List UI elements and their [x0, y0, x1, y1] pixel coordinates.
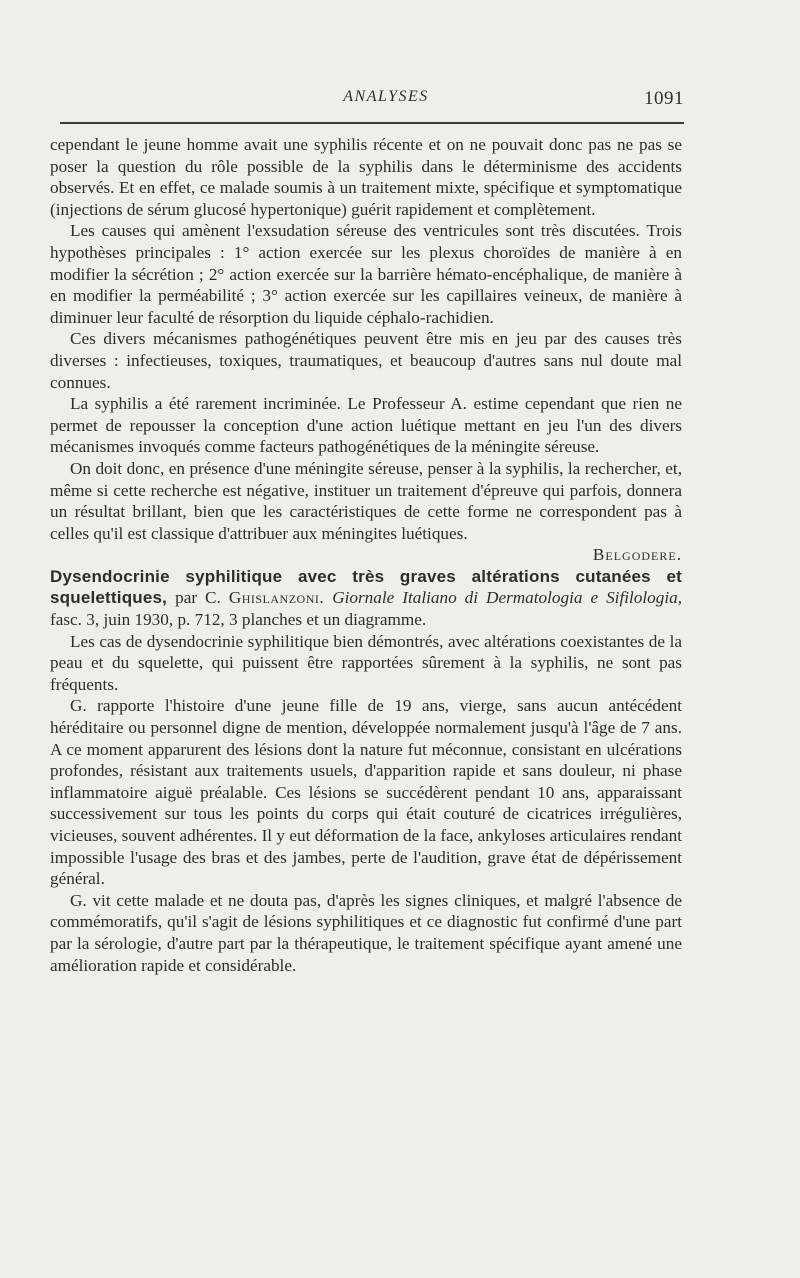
article-by: par C. [175, 588, 221, 608]
page-number: 1091 [644, 88, 684, 109]
page-header [50, 80, 682, 112]
journal-page [50, 80, 682, 976]
header-rule [60, 122, 684, 124]
author-signature: Belgodere. [592, 545, 682, 565]
article-journal: Giornale Italiano di Dermatologia e Sifilologia, [332, 588, 682, 608]
running-head: ANALYSES [343, 88, 429, 105]
paragraph: Les causes qui amènent l'exsudation séreuse des ventricules sont très discutées. Trois hypothèses principales : 1° action exercée sur les plexus choroïdes de manière à en modifier la sécrétion ; 2° action exercée sur la barrière hémato-encéphalique, de manière à en modifier la perméabilité ; 3° action exercée sur les capillaires veineux, de manière à diminuer leur faculté de résorption du liquide céphalo-rachidien. [50, 221, 682, 327]
article-reference: fasc. 3, juin 1930, p. 712, 3 planches et un diagramme. [50, 610, 427, 630]
article-heading [50, 566, 682, 631]
article-author: Ghislanzoni. [228, 588, 325, 608]
paragraph: cependant le jeune homme avait une syphilis récente et on ne pouvait donc pas ne pas se poser la question du rôle possible de la syphilis dans le déterminisme des accidents observés. Et en effet, ce malade soumis à un traitement mixte, spécifique et symptomatique (injections de sérum glucosé hypertonique) guérit rapidement et complètement. [50, 135, 682, 219]
paragraph: Les cas de dysendocrinie syphilitique bien démontrés, avec altérations coexistantes de la peau et du squelette, qui puissent être rapportées sûrement à la syphilis, ne sont pas fréquents. [50, 631, 682, 694]
paragraph: La syphilis a été rarement incriminée. Le Professeur A. estime cependant que rien ne permet de repousser la conception d'une action luétique mettant en jeu l'un des divers mécanismes invoqués comme facteurs pathogénétiques de la méningite séreuse. [50, 394, 682, 457]
paragraph: G. rapporte l'histoire d'une jeune fille de 19 ans, vierge, sans aucun antécédent héréditaire ou personnel digne de mention, développée normalement jusqu'à l'âge de 7 ans. A ce moment apparurent des lésions dont la nature fut méconnue, consistant en ulcérations profondes, résistant aux traitements usuels, d'apparition rapide et sans douleur, ni phase inflammatoire aiguë préalable. Ces lésions se succédèrent pendant 10 ans, apparaissant successivement sur tous les points du corps qui était couturé de cicatrices irrégulières, vicieuses, souvent adhérentes. Il y eut déformation de la face, ankyloses articulaires rendant impossible l'usage des bras et des jambes, perte de l'audition, grave état de dépérissement général. [50, 696, 682, 889]
paragraph: On doit donc, en présence d'une méningite séreuse, penser à la syphilis, la rechercher, et, même si cette recherche est négative, instituer un traitement d'épreuve qui parfois, donnera un résultat brillant, bien que les caractéristiques de cette forme ne correspondent pas à celles qu'il est classique d'attribuer aux méningites luétiques. [50, 458, 682, 543]
body-text [50, 134, 682, 976]
paragraph: Ces divers mécanismes pathogénétiques peuvent être mis en jeu par des causes très diverses : infectieuses, toxiques, traumatiques, et beaucoup d'autres sans nul doute mal connues. [50, 329, 682, 392]
paragraph: G. vit cette malade et ne douta pas, d'après les signes cliniques, et malgré l'absence de commémoratifs, qu'il s'agit de lésions syphilitiques et ce diagnostic fut confirmé d'une part par la sérologie, d'autre part par la thérapeutique, le traitement spécifique ayant amené une amélioration rapide et considérable. [50, 890, 682, 975]
article-title: Dysendocrinie syphilitique avec très graves altérations cutanées et squelettiques, [50, 566, 682, 608]
